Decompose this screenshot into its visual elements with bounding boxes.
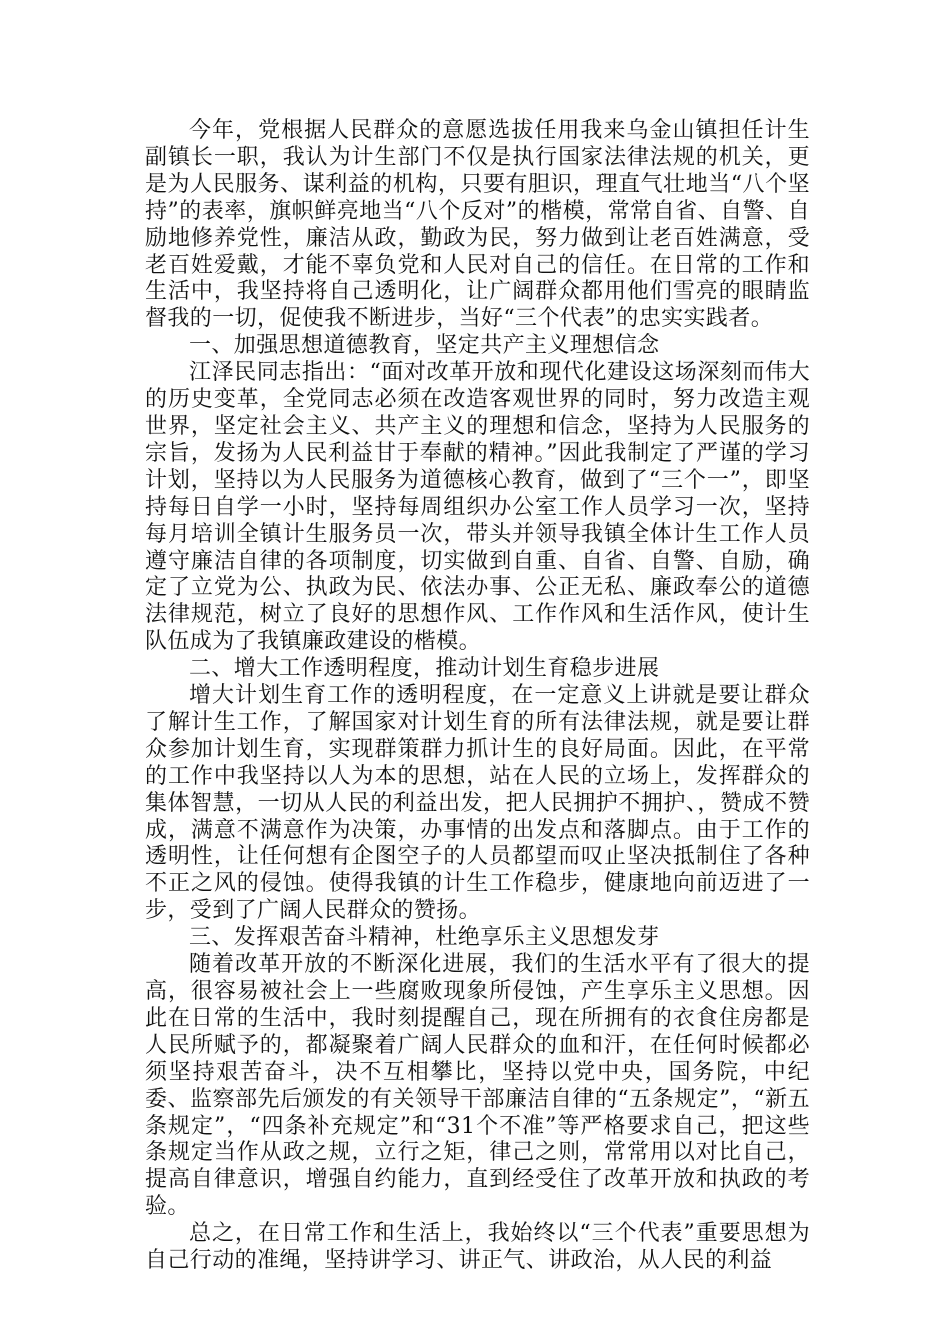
body-paragraph: 随着改革开放的不断深化进展，我们的生活水平有了很大的提高，很容易被社会上一些腐败现象所侵蚀，产生享乐主义思想。因此在日常的生活中，我时刻提醒自己，现在所拥有的衣食住房都是人民所赋予的，都凝聚着广阔人民群众的血和汗，在任何时候都必须坚持艰苦奋斗，决不互相攀比，坚持以党中央，国务院，中纪委、监察部先后颁发的有关领导干部廉洁自律的“五条规定”，“新五条规定”，“四条补充规定”和“31个不准”等严格要求自己，把这些条规定当作从政之规，立行之矩，律己之则，常常用以对比自己，提高自律意识，增强自约能力，直到经受住了改革开放和执政的考验。 bbox=[145, 952, 810, 1220]
body-paragraph: 总之，在日常工作和生活上，我始终以“三个代表”重要思想为自己行动的准绳，坚持讲学习、讲正气、讲政治，从人民的利益 bbox=[145, 1221, 810, 1274]
section-heading: 一、加强思想道德教育，坚定共产主义理想信念 bbox=[189, 333, 660, 359]
section-heading: 三、发挥艰苦奋斗精神，杜绝享乐主义思想发芽 bbox=[189, 925, 660, 951]
body-paragraph: 江泽民同志指出：“面对改革开放和现代化建设这场深刻而伟大的历史变革，全党同志必须在改造客观世界的同时，努力改造主观世界，坚定社会主义、共产主义的理想和信念，坚持为人民服务的宗旨，发扬为人民利益甘于奉献的精神。”因此我制定了严谨的学习计划，坚持以为人民服务为道德核心教育，做到了“三个一”，即坚持每日自学一小时，坚持每周组织办公室工作人员学习一次，坚持每月培训全镇计生服务员一次，带头并领导我镇全体计生工作人员遵守廉洁自律的各项制度，切实做到自重、自省、自警、自励，确定了立党为公、执政为民、依法办事、公正无私、廉政奉公的道德法律规范，树立了良好的思想作风、工作作风和生活作风，使计生队伍成为了我镇廉政建设的楷模。 bbox=[145, 360, 810, 655]
document-page bbox=[145, 118, 810, 1275]
section-heading: 二、增大工作透明程度，推动计划生育稳步进展 bbox=[189, 656, 660, 682]
body-paragraph: 今年，党根据人民群众的意愿选拔任用我来乌金山镇担任计生副镇长一职，我认为计生部门不仅是执行国家法律法规的机关，更是为人民服务、谋利益的机构，只要有胆识，理直气壮地当“八个坚持”的表率，旗帜鲜亮地当“八个反对”的楷模，常常自省、自警、自励地修养党性，廉洁从政，勤政为民，努力做到让老百姓满意，受老百姓爱戴，才能不辜负党和人民对自己的信任。在日常的工作和生活中，我坚持将自己透明化，让广阔群众都用他们雪亮的眼睛监督我的一切，促使我不断进步，当好“三个代表”的忠实实践者。 bbox=[145, 118, 810, 332]
body-paragraph: 增大计划生育工作的透明程度，在一定意义上讲就是要让群众了解计生工作，了解国家对计划生育的所有法律法规，就是要让群众参加计划生育，实现群策群力抓计生的良好局面。因此，在平常的工作中我坚持以人为本的思想，站在人民的立场上，发挥群众的集体智慧，一切从人民的利益出发，把人民拥护不拥护、，赞成不赞成，满意不满意作为决策，办事情的出发点和落脚点。由于工作的透明性，让任何想有企图空子的人员都望而叹止坚决抵制住了各种不正之风的侵蚀。使得我镇的计生工作稳步，健康地向前迈进了一步，受到了广阔人民群众的赞扬。 bbox=[145, 683, 810, 924]
